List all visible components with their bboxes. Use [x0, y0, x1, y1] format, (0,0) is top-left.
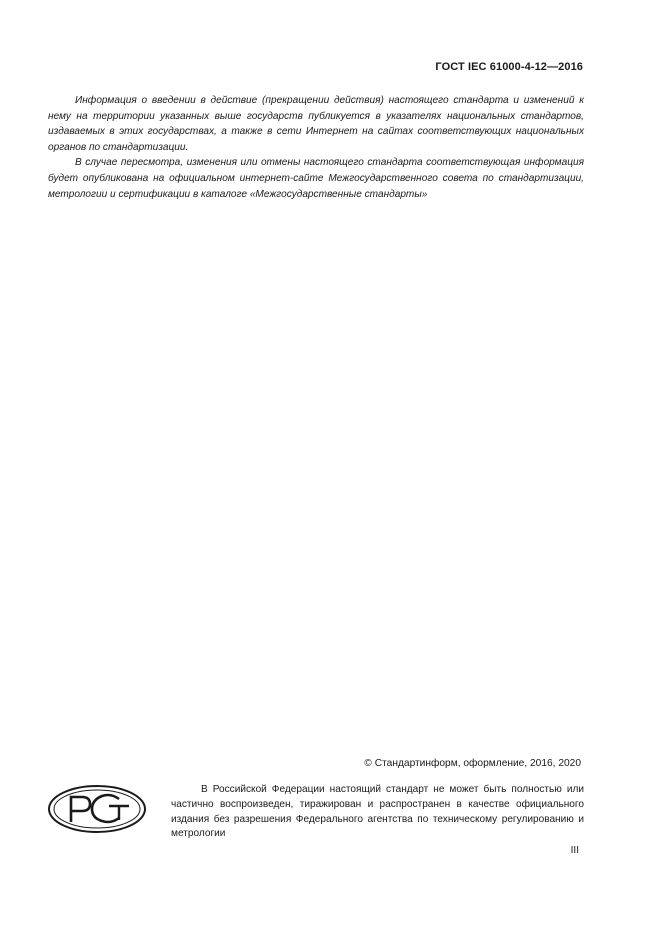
page-number: III [570, 845, 579, 856]
copyright-line: © Стандартинформ, оформление, 2016, 2020 [364, 758, 581, 769]
publication-notice [48, 93, 584, 202]
reproduction-rights-statement [171, 783, 584, 842]
standard-designation: ГОСТ IEC 61000-4-12—2016 [435, 61, 583, 73]
rights-statement-text: В Российской Федерации настоящий стандарт не может быть полностью или частично воспроизведен, тиражирован и распространен в качестве официального издания без разрешения Федерального агентства по техническому регулированию и метрологии [171, 784, 584, 840]
notice-paragraph-1: Информация о введении в действие (прекращении действия) настоящего стандарта и изменений к нему на территории указанных выше государств публикуется в указателях национальных стандартов, издаваемых в этих государствах, а также в сети Интернет на сайтах соответствующих национальных органов по стандартизации. [48, 95, 584, 153]
rst-certification-mark-icon [47, 784, 147, 834]
notice-paragraph-2: В случае пересмотра, изменения или отмены настоящего стандарта соответствующая информация будет опубликована на официальном интернет-сайте Межгосударственного совета по стандартизации, метрологии и сертификации в каталоге «Межгосударственные стандарты» [48, 157, 584, 200]
